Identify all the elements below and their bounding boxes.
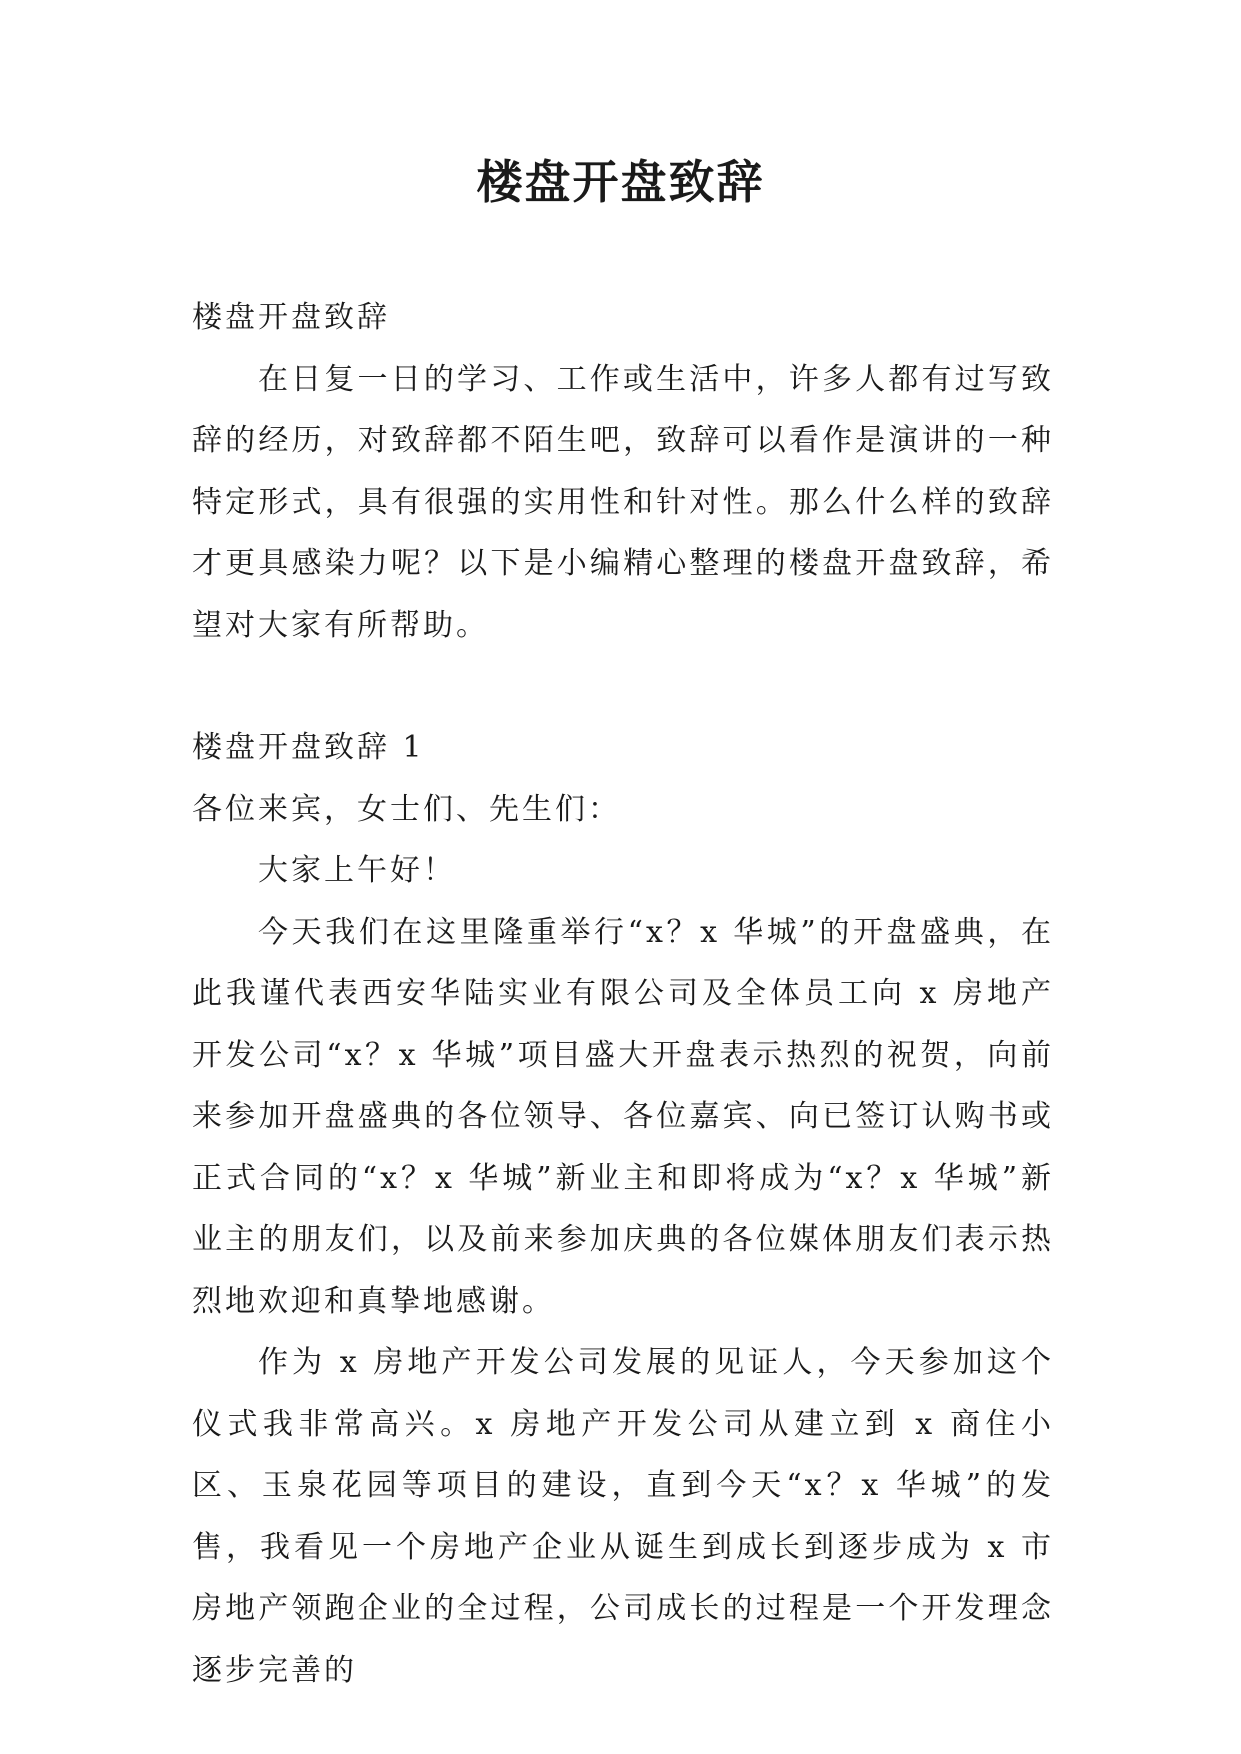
body-paragraph: 作为 x 房地产开发公司发展的见证人，今天参加这个仪式我非常高兴。x 房地产开发公司从建立到 x 商住小区、玉泉花园等项目的建设，直到今天“x？x 华城”的发售，我看见一个房地产企业从诞生到成长到逐步成为 x 市房地产领跑企业的全过程，公司成长的过程是一个开发理念逐步完善的: [192, 1345, 1054, 1688]
body-paragraph: 今天我们在这里隆重举行“x？x 华城”的开盘盛典，在此我谨代表西安华陆实业有限公司及全体员工向 x 房地产开发公司“x？x 华城”项目盛大开盘表示热烈的祝贺，向前来参加开盘盛典的各位领导、各位嘉宾、向已签订认购书或正式合同的“x？x 华城”新业主和即将成为“x？x 华城”新业主的朋友们，以及前来参加庆典的各位媒体朋友们表示热烈地欢迎和真挚地感谢。: [192, 914, 1054, 1319]
salutation: 各位来宾，女士们、先生们：: [192, 791, 621, 827]
page-title: 楼盘开盘致辞: [476, 155, 765, 209]
intro-paragraph: 在日复一日的学习、工作或生活中，许多人都有过写致辞的经历，对致辞都不陌生吧，致辞可以看作是演讲的一种特定形式，具有很强的实用性和针对性。那么什么样的致辞才更具感染力呢？以下是小编精心整理的楼盘开盘致辞，希望对大家有所帮助。: [192, 361, 1054, 643]
greeting: 大家上午好！: [258, 853, 456, 888]
document-subtitle: 楼盘开盘致辞: [192, 300, 390, 335]
document-body: [192, 287, 1054, 1701]
section-heading: 楼盘开盘致辞 1: [192, 730, 425, 765]
